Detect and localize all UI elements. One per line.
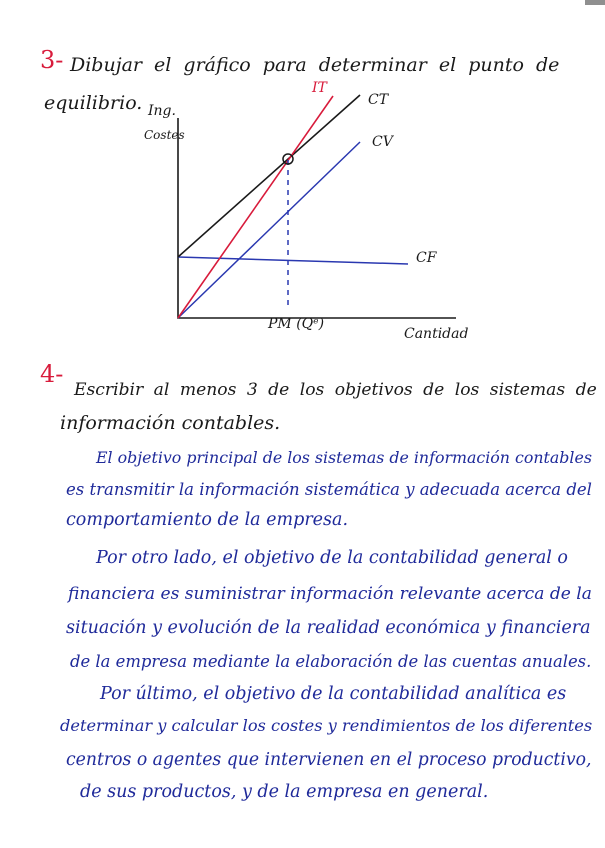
x-axis-label-quantity: Cantidad: [404, 326, 469, 342]
answer-line: de la empresa mediante la elaboración de las cuentas anuales.: [70, 652, 592, 671]
answer-line: Por otro lado, el objetivo de la contabilidad general o: [96, 548, 568, 568]
y-axis-label-costs: Costes: [144, 128, 185, 142]
question-4-line-1: Escribir al menos 3 de los objetivos de los sistemas de: [74, 380, 597, 400]
answer-line: El objetivo principal de los sistemas de información contables: [96, 448, 592, 467]
curve-total-costs: [178, 95, 360, 257]
graph-axes: [178, 118, 456, 318]
break-even-quantity-label: PM (Qᵉ): [268, 316, 325, 332]
label-variable-costs: CV: [372, 134, 393, 150]
question-3-line-1: Dibujar el gráfico para determinar el punto de: [70, 54, 560, 76]
answer-line: centros o agentes que intervienen en el proceso productivo,: [66, 750, 592, 770]
answer-line: determinar y calcular los costes y rendimientos de los diferentes: [60, 716, 593, 735]
answer-line: financiera es suministrar información relevante acerca de la: [68, 584, 592, 604]
question-4-number: 4-: [40, 360, 64, 388]
answer-line: de sus productos, y de la empresa en general.: [80, 782, 489, 802]
answer-line: comportamiento de la empresa.: [66, 510, 349, 530]
question-3-line-2: equilibrio.: [44, 92, 143, 114]
question-4-line-2: información contables.: [60, 412, 281, 434]
question-3-number: 3-: [40, 46, 64, 74]
answer-line: Por último, el objetivo de la contabilidad analítica es: [100, 684, 567, 704]
curve-variable-costs: [178, 142, 360, 318]
curve-fixed-costs: [178, 257, 408, 264]
answer-line: es transmitir la información sistemática y adecuada acerca del: [66, 480, 592, 499]
label-fixed-costs: CF: [416, 250, 437, 266]
label-total-costs: CT: [368, 92, 389, 108]
curve-total-income: [178, 96, 333, 318]
y-axis-label-income: Ing.: [148, 103, 176, 119]
answer-line: situación y evolución de la realidad económica y financiera: [66, 618, 591, 638]
label-total-income: IT: [312, 80, 327, 96]
